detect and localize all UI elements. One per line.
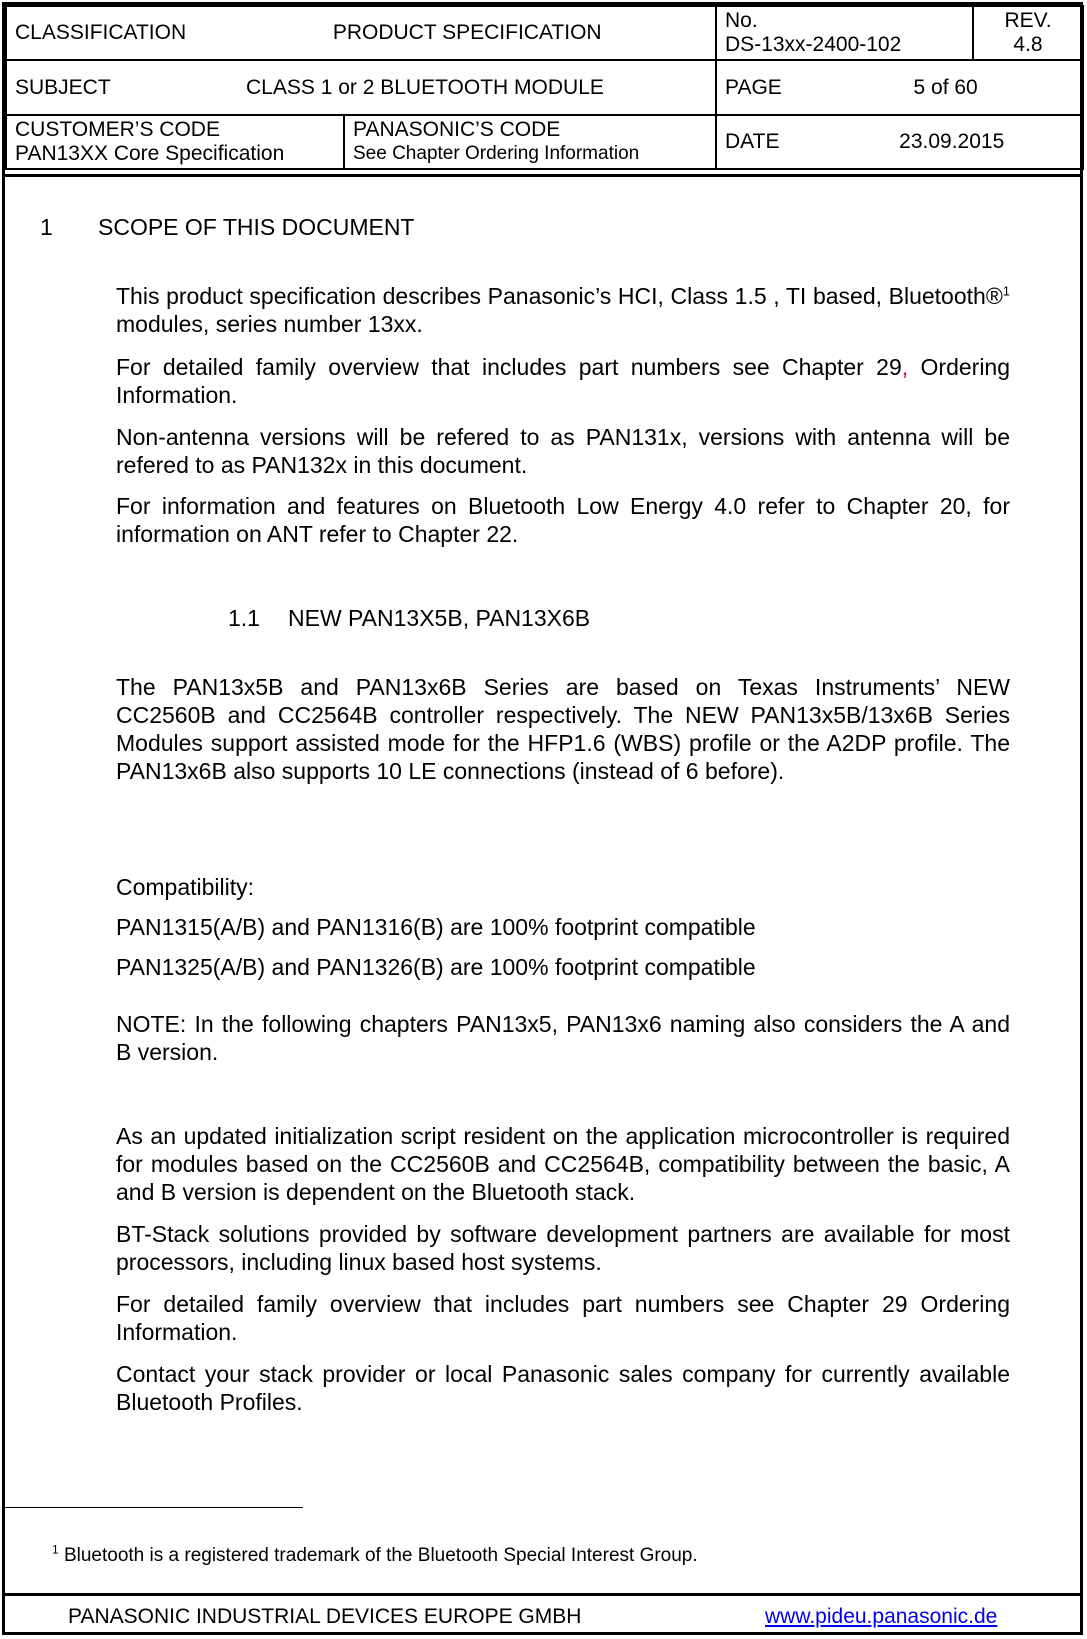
doc-number-cell [716, 6, 973, 60]
panasonic-code-label: PANASONIC’S CODE [353, 118, 561, 141]
red-comma: , [901, 354, 909, 380]
paragraph-text: Ordering Information. [116, 354, 1011, 408]
revision-value: 4.8 [1013, 33, 1043, 56]
subject-cell [6, 60, 716, 115]
paragraph-text: modules, series number 13xx. [116, 311, 423, 337]
footer-website-link[interactable]: www.pideu.panasonic.de [765, 1605, 998, 1628]
subject-label: SUBJECT [15, 75, 111, 99]
section-title: SCOPE OF THIS DOCUMENT [98, 214, 415, 240]
document-header-table [5, 5, 1084, 170]
subsection-heading [228, 605, 590, 632]
customer-code-cell [6, 115, 344, 169]
classification-cell [6, 6, 716, 60]
page-value: 5 of 60 [913, 75, 978, 99]
paragraph-contact: Contact your stack provider or local Panasonic sales company for currently available Bluetooth Profiles. [116, 1361, 1010, 1415]
date-label: DATE [725, 130, 780, 153]
revision-label: REV. [1004, 9, 1052, 32]
date-cell [716, 115, 1083, 169]
footnote-separator [5, 1507, 303, 1508]
section-heading [40, 214, 415, 241]
panasonic-code-cell [344, 115, 716, 169]
header-bottom-rule [5, 174, 1082, 177]
customer-code-value: PAN13XX Core Specification [15, 142, 285, 165]
paragraph-bt-stack: BT-Stack solutions provided by software development partners are available for most processors, including linux based host systems. [116, 1221, 1010, 1275]
paragraph-ble-ant: For information and features on Bluetooth Low Energy 4.0 refer to Chapter 20, for information on ANT refer to Chapter 22. [116, 493, 1010, 547]
subsection-number: 1.1 [228, 605, 260, 631]
compatibility-label: Compatibility: [116, 874, 255, 900]
classification-value: PRODUCT SPECIFICATION [332, 21, 602, 44]
revision-cell [973, 6, 1083, 60]
paragraph-scope-intro [116, 282, 1010, 338]
compatibility-line-2: PAN1325(A/B) and PAN1326(B) are 100% footprint compatible [116, 954, 756, 980]
paragraph-note: NOTE: In the following chapters PAN13x5, PAN13x6 naming also considers the A and B version. [116, 1011, 1010, 1065]
paragraph-text: This product specification describes Panasonic’s HCI, Class 1.5 , TI based, Bluetooth® [116, 283, 1003, 309]
date-value: 23.09.2015 [899, 130, 1005, 153]
page-label: PAGE [725, 75, 782, 99]
page-cell [716, 60, 1083, 115]
section-number: 1 [40, 214, 53, 240]
footnote-mark: 1 [52, 1542, 59, 1557]
paragraph-new-series: The PAN13x5B and PAN13x6B Series are based on Texas Instruments’ NEW CC2560B and CC2564B controller respectively. The NEW PAN13x5B/13x6B Series Modules support assisted mode for the HFP1.6 (WBS) profile or the A2DP profile. The PAN13x6B also supports 10 LE connections (instead of 6 before). [116, 674, 1010, 784]
customer-code-label: CUSTOMER’S CODE [15, 118, 220, 141]
doc-number-value: DS-13xx-2400-102 [725, 33, 902, 56]
footnote [52, 1542, 698, 1567]
paragraph-ordering: For detailed family overview that includes part numbers see Chapter 29 Ordering Information. [116, 1291, 1010, 1345]
footnote-text: Bluetooth is a registered trademark of the Bluetooth Special Interest Group. [58, 1545, 698, 1566]
paragraph-init-script: As an updated initialization script resident on the application microcontroller is required for modules based on the CC2560B and CC2564B, compatibility between the basic, A and B version is dependent on the Bluetooth stack. [116, 1123, 1010, 1205]
paragraph-family-overview [116, 353, 1010, 409]
paragraph-text: For detailed family overview that includes part numbers see Chapter 29 [116, 354, 902, 380]
footnote-ref: 1 [1002, 283, 1010, 299]
footer-rule [5, 1593, 1082, 1596]
compatibility-line-1: PAN1315(A/B) and PAN1316(B) are 100% footprint compatible [116, 914, 756, 940]
classification-label: CLASSIFICATION [15, 21, 187, 44]
doc-number-label: No. [725, 9, 758, 32]
footer-company: PANASONIC INDUSTRIAL DEVICES EUROPE GMBH [68, 1605, 582, 1628]
subject-value: CLASS 1 or 2 BLUETOOTH MODULE [246, 75, 604, 99]
subsection-title: NEW PAN13X5B, PAN13X6B [288, 605, 591, 631]
paragraph-antenna-versions: Non-antenna versions will be refered to as PAN131x, versions with antenna will be refered to as PAN132x in this document. [116, 424, 1010, 478]
panasonic-code-value: See Chapter Ordering Information [353, 143, 640, 164]
